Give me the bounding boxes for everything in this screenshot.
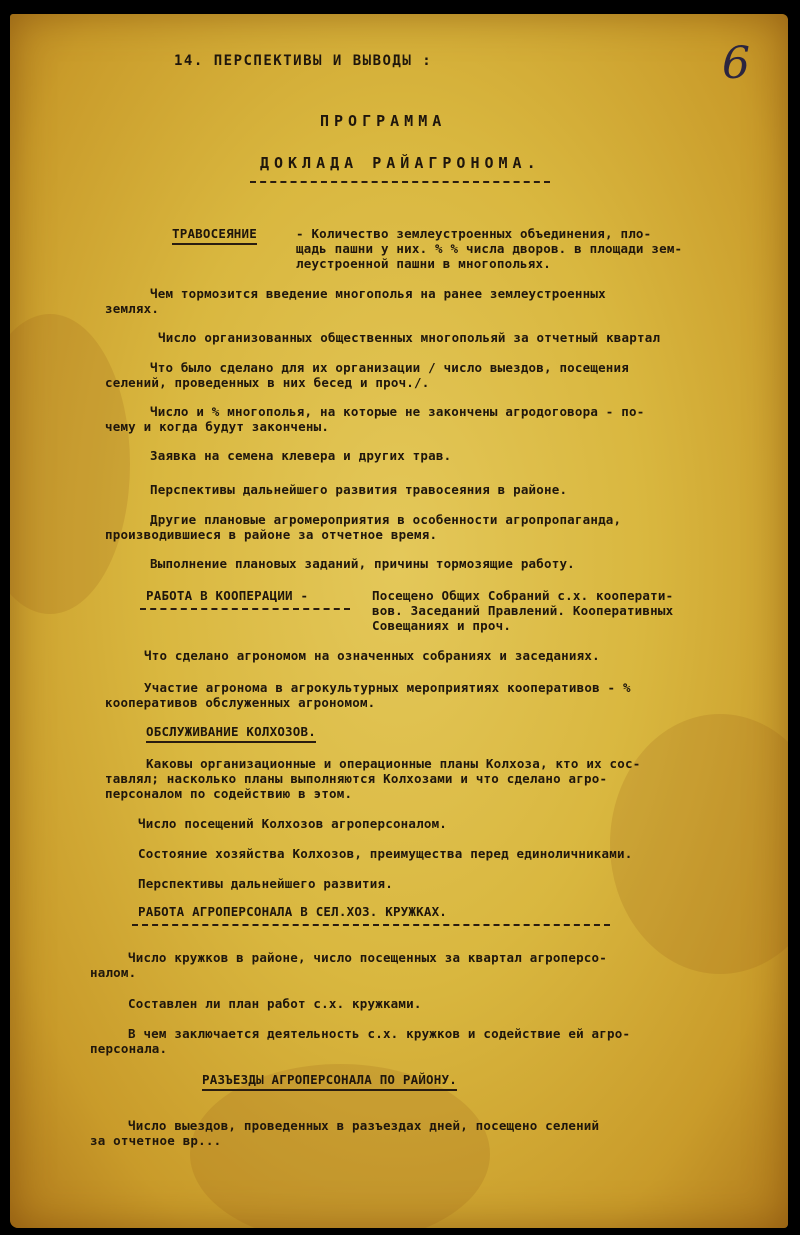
- section-title: 14. ПЕРСПЕКТИВЫ И ВЫВОДЫ :: [174, 53, 433, 69]
- text-line: Состояние хозяйства Колхозов, преимущества перед единоличниками.: [138, 846, 633, 861]
- text-line: производившиеся в районе за отчетное время.: [105, 527, 438, 542]
- section-heading-kolkhozy: ОБСЛУЖИВАНИЕ КОЛХОЗОВ.: [146, 724, 316, 743]
- text-line: Выполнение плановых заданий, причины тормозящие работу.: [150, 556, 575, 571]
- heading-underline: [140, 608, 350, 610]
- text-line: Чем тормозится введение многополья на ранее землеустроенных: [150, 286, 606, 301]
- document-subtitle: ДОКЛАДА РАЙАГРОНОМА.: [260, 154, 541, 172]
- text-line: Число организованных общественных многопольяй за отчетный квартал: [158, 330, 661, 345]
- text-line: - Количество землеустроенных объединения, пло-: [296, 226, 652, 241]
- text-line: вов. Заседаний Правлений. Кооперативных: [372, 603, 674, 618]
- text-line: Заявка на семена клевера и других трав.: [150, 448, 452, 463]
- text-line: Что сделано агрономом на означенных собраниях и заседаниях.: [144, 648, 600, 663]
- text-line: щадь пашни у них. % % числа дворов. в площади зем-: [296, 241, 683, 256]
- section-heading-kruzhki: РАБОТА АГРОПЕРСОНАЛА В СЕЛ.ХОЗ. КРУЖКАХ.: [138, 904, 448, 919]
- text-line: Перспективы дальнейшего развития травосеяния в районе.: [150, 482, 568, 497]
- text-line: В чем заключается деятельность с.х. кружков и содействие ей агро-: [128, 1026, 631, 1041]
- text-line: Другие плановые агромероприятия в особенности агропропаганда,: [150, 512, 622, 527]
- text-line: землях.: [105, 301, 160, 316]
- text-line: тавлял; насколько планы выполняются Колхозами и что сделано агро-: [105, 771, 608, 786]
- text-line: Посещено Общих Собраний с.х. кооперати-: [372, 588, 674, 603]
- text-line: персонала.: [90, 1041, 168, 1056]
- text-line: селений, проведенных в них бесед и проч./.: [105, 375, 430, 390]
- text-line: Совещаниях и проч.: [372, 618, 512, 633]
- title-underline: [250, 181, 550, 183]
- text-line: персоналом по содействию в этом.: [105, 786, 353, 801]
- text-line: чему и когда будут закончены.: [105, 419, 330, 434]
- text-line: Составлен ли план работ с.х. кружками.: [128, 996, 422, 1011]
- heading-underline: [132, 924, 610, 926]
- text-line: кооперативов обслуженных агрономом.: [105, 695, 376, 710]
- text-line: за отчетное вр...: [90, 1133, 222, 1148]
- page-number: 6: [722, 38, 750, 89]
- text-line: Каковы организационные и операционные планы Колхоза, кто их сос-: [146, 756, 641, 771]
- text-line: Участие агронома в агрокультурных мероприятиях кооперативов - %: [144, 680, 631, 695]
- document-page: [10, 14, 788, 1228]
- text-line: Число и % многополья, на которые не закончены агродоговора - по-: [150, 404, 645, 419]
- text-line: Число посещений Колхозов агроперсоналом.: [138, 816, 448, 831]
- text-line: леустроенной пашни в многопольях.: [296, 256, 551, 271]
- document-title: ПРОГРАММА: [320, 112, 447, 130]
- text-line: Число выездов, проведенных в разъездах дней, посещено селений: [128, 1118, 600, 1133]
- text-line: Что было сделано для их организации / число выездов, посещения: [150, 360, 629, 375]
- section-heading-kooperatsiya: РАБОТА В КООПЕРАЦИИ -: [146, 588, 309, 603]
- text-line: Число кружков в районе, число посещенных за квартал агроперсо-: [128, 950, 607, 965]
- text-line: Перспективы дальнейшего развития.: [138, 876, 393, 891]
- section-heading-razezdy: РАЗЪЕЗДЫ АГРОПЕРСОНАЛА ПО РАЙОНУ.: [202, 1072, 457, 1091]
- section-heading-travoseyanie: ТРАВОСЕЯНИЕ: [172, 226, 257, 245]
- text-line: налом.: [90, 965, 137, 980]
- stain: [610, 714, 788, 974]
- stain: [10, 314, 130, 614]
